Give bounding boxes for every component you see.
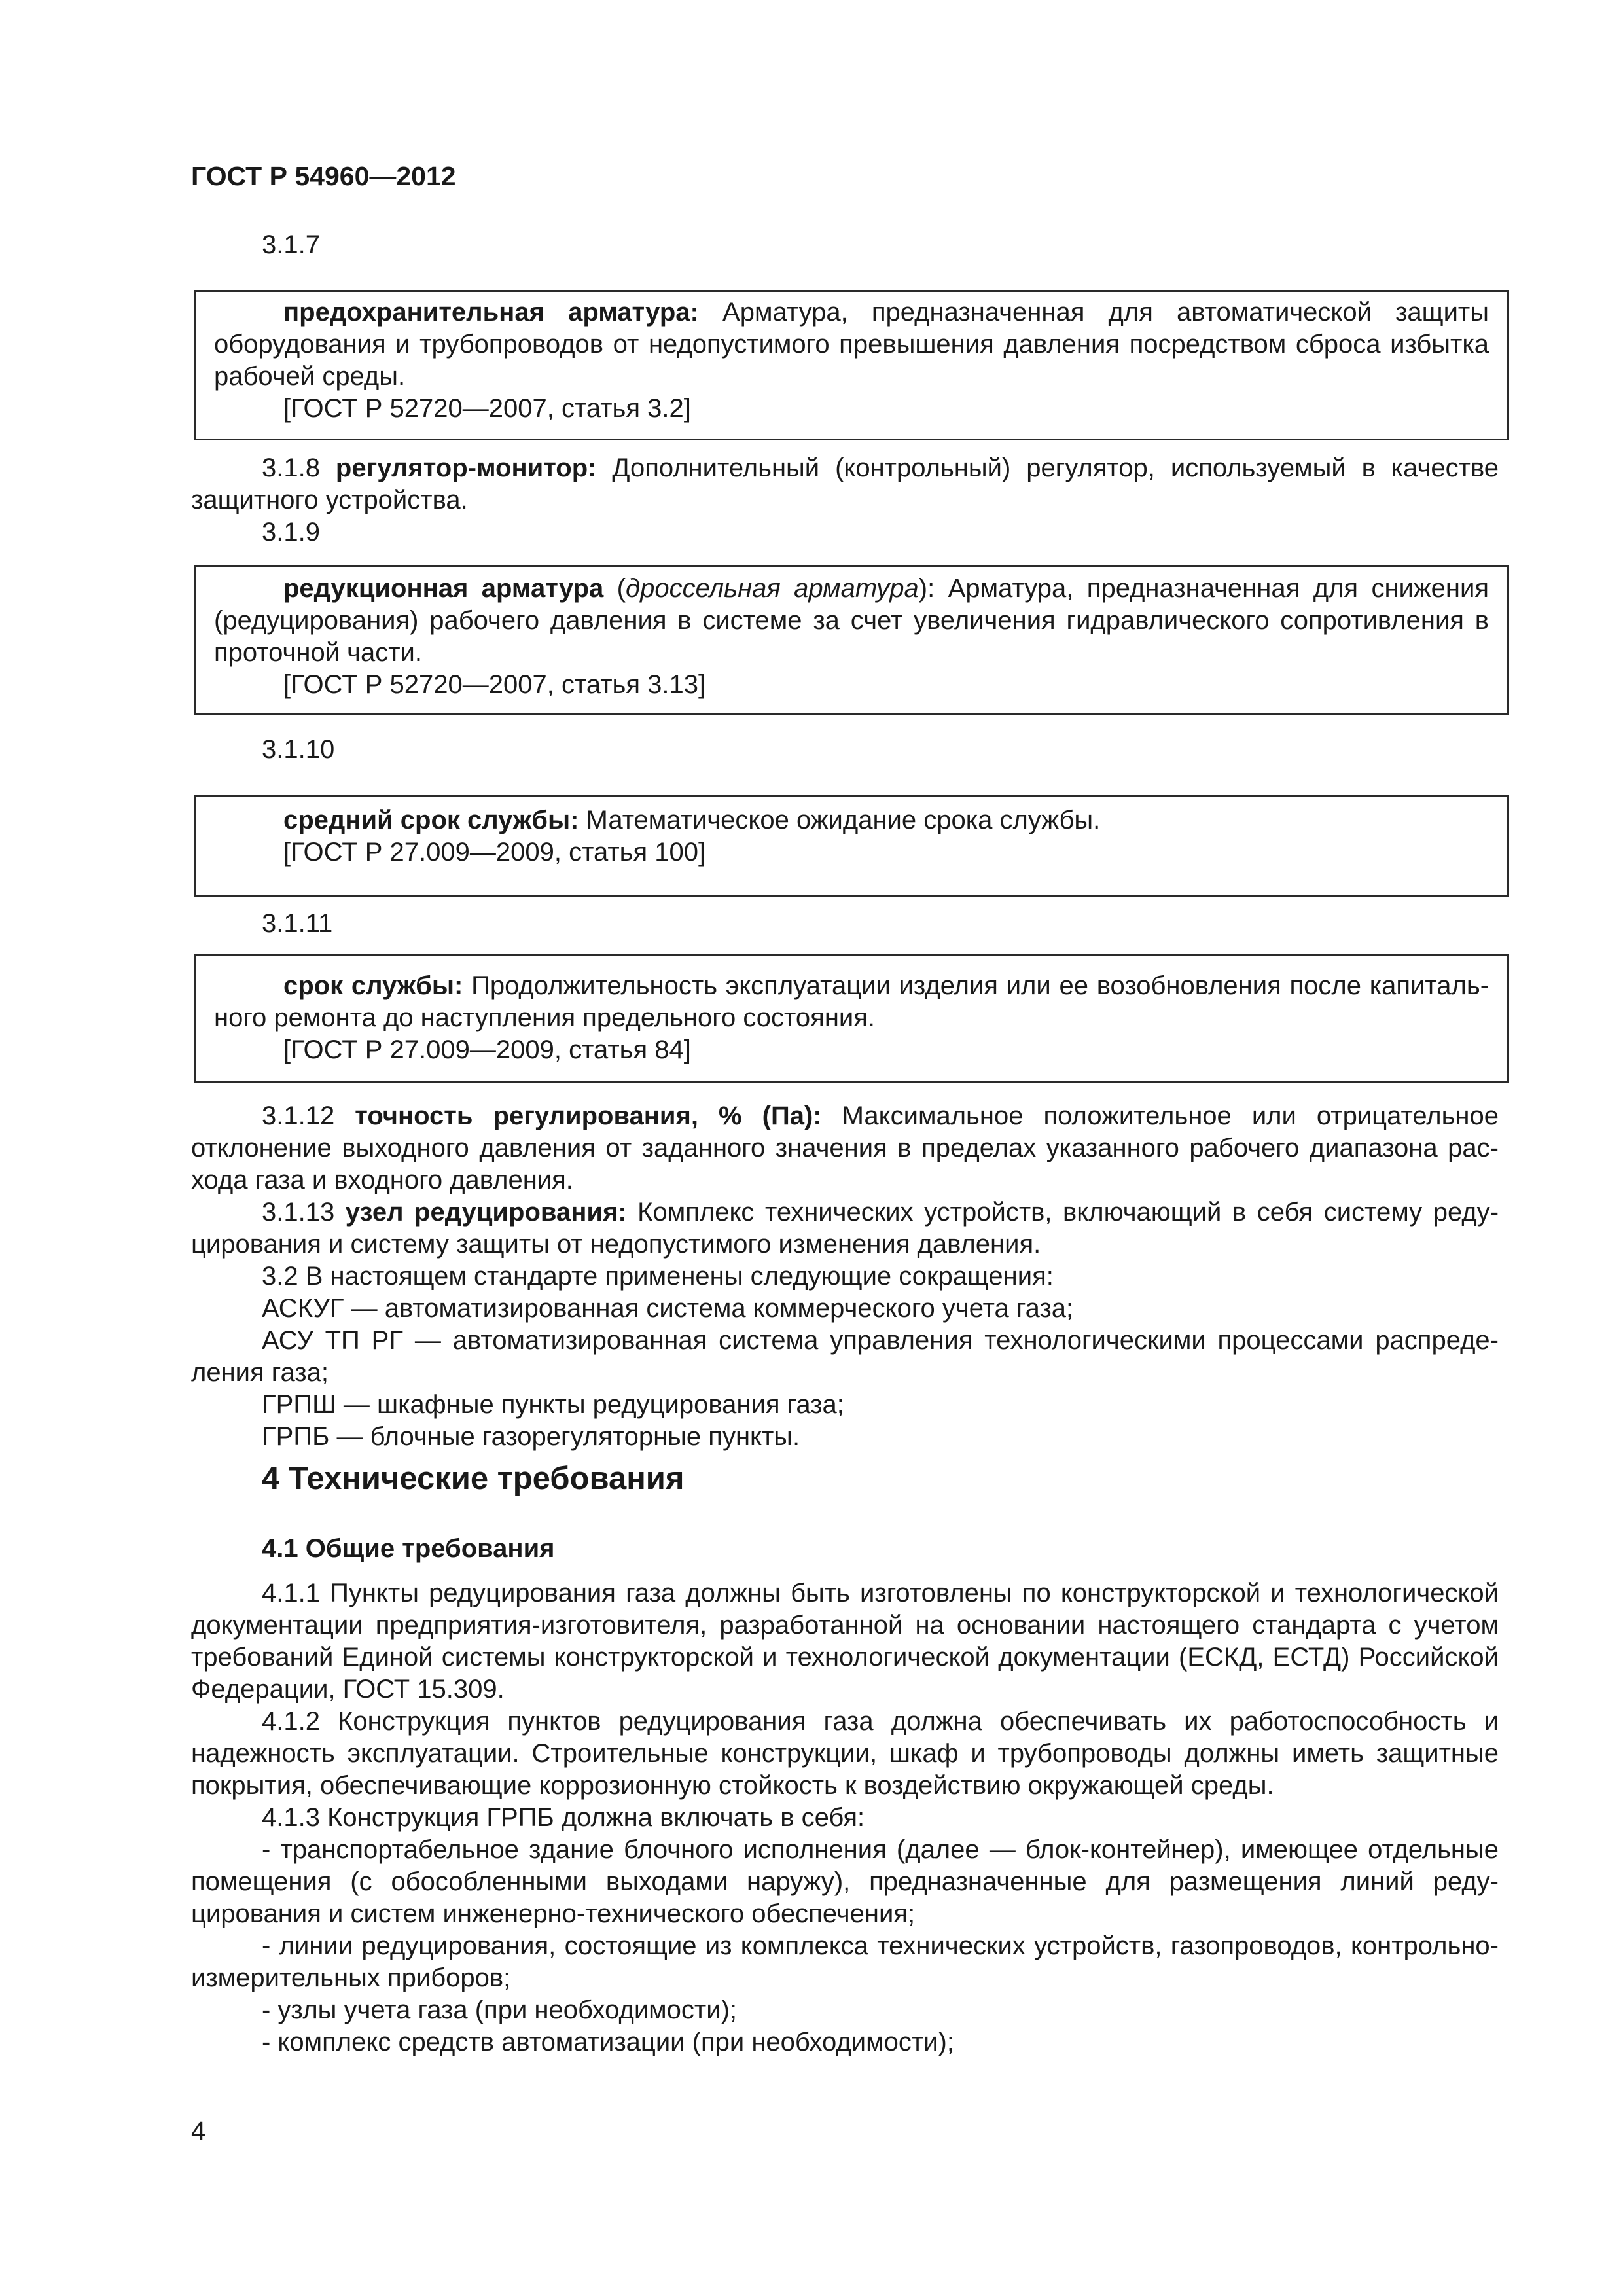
clause-3-1-12: 3.1.12 точность регулирования, % (Па): Максимальное положительное или отрицательное отклонение выходного давления от заданного значения в пределах указанного рабочего диапазона расхода газа и входного давления. [191,1102,1499,1194]
term-reference: [ГОСТ Р 52720—2007, статья 3.2] [283,394,691,423]
list-item: - узлы учета газа (при необходимости); [262,1996,738,2024]
subsection-title: 4.1 Общие требования [262,1534,555,1563]
term-reference: [ГОСТ Р 27.009—2009, статья 100] [283,838,706,867]
term-reference: [ГОСТ Р 52720—2007, статья 3.13] [283,670,706,699]
definition: Дополнительный (контрольный) регулятор, используемый в качестве защитного устройства. [191,454,1499,514]
term: редукционная арматура [283,574,604,603]
definition: Математическое ожидание срока службы. [579,806,1101,834]
definition: Продолжительность эксплуатации изделия или ее возобновления после капитального ремонта до наступления предельного состояния. [214,971,1489,1032]
clause-number-3-1-11: 3.1.11 [262,909,333,938]
term: точность регулирования, % (Па): [355,1102,822,1130]
definition: Максимальное положительное или отрицательное отклонение выходного давления от заданного значения в пределах указанного рабочего диапазона расхода газа и входного давления. [191,1102,1499,1194]
term: срок службы: [283,971,463,1000]
clause-number-3-1-7: 3.1.7 [262,230,320,259]
term-alternative: дроссельная арматура [625,574,919,603]
definition: Арматура, предназначенная для снижения (редуцирования) рабочего давления в системе за счет увеличения гидравлического сопротивления в проточной части. [214,574,1489,667]
list-item: - линии редуцирования, состоящие из комплекса технических устройств, газопроводов, контрольно-измерительных приборов; [191,1931,1499,1992]
term: средний срок службы: [283,806,579,834]
section-4-1-body [191,1577,1499,2058]
term-box-3-1-9 [194,565,1509,715]
clause-4-1-3: 4.1.3 Конструкция ГРПБ должна включать в себя: [262,1803,865,1832]
abbreviation-item: ГРПШ — шкафные пункты редуцирования газа; [262,1390,844,1419]
abbreviation-item: ГРПБ — блочные газорегуляторные пункты. [262,1422,800,1451]
term: узел редуцирования: [345,1198,627,1227]
term: регулятор-монитор: [335,454,597,482]
term: предохранительная арматура: [283,298,699,327]
term-reference: [ГОСТ Р 27.009—2009, статья 84] [283,1035,691,1064]
clause-number-3-1-10: 3.1.10 [262,735,335,764]
term-definition [214,970,1489,1034]
clause-number-3-1-9: 3.1.9 [262,518,320,547]
definition: Комплекс технических устройств, включающий в себя систему редуцирования и систему защиты от недопустимого изменения давления. [191,1198,1499,1259]
term-definition [214,804,1489,836]
term-box-3-1-7 [194,290,1509,440]
clause-3-1-13: 3.1.13 узел редуцирования: Комплекс технических устройств, включающий в себя систему редуцирования и систему защиты от недопустимого изменения давления. [191,1198,1499,1259]
page-number: 4 [191,2117,206,2145]
list-item: - транспортабельное здание блочного исполнения (далее — блок-контейнер), имеющее отдельные помещения (с обособленными выходами наружу), предназначенные для размещения линий редуцирования и систем инженерно-технического обеспечения; [191,1835,1499,1928]
abbreviation-item: АСУ ТП РГ — автоматизированная система управления технологическими процессами распределения газа; [191,1326,1499,1387]
definition: Арматура, предназначенная для автоматической защиты оборудования и трубопроводов от недопустимого превышения давления посредством сброса избытка рабочей среды. [214,298,1489,391]
clause-4-1-1: 4.1.1 Пункты редуцирования газа должны быть изготовлены по конструкторской и технологической документации предприятия-изготовителя, разработанной на основании настоящего стандарта с учетом требований Единой системы конструкторской и технологической документации (ЕСКД, ЕСТД) Российской Федерации, ГОСТ 15.309. [191,1579,1499,1704]
term-box-3-1-11 [194,954,1509,1083]
abbreviation-item: АСКУГ — автоматизированная система коммерческого учета газа; [262,1294,1074,1323]
term-definition: редукционная арматура (дроссельная арматура): Арматура, предназначенная для снижения (редуцирования) рабочего давления в системе за счет увеличения гидравлического сопротивления в проточной части. [214,574,1489,667]
section-title: 4 Технические требования [262,1461,685,1496]
clause-3-1-8: 3.1.8 регулятор-монитор: Дополнительный (контрольный) регулятор, используемый в качестве защитного устройства. 3.1.9 [191,452,1499,548]
list-item: - комплекс средств автоматизации (при необходимости); [262,2028,954,2056]
clause-4-1-2: 4.1.2 Конструкция пунктов редуцирования газа должна обеспечивать их работоспособность и надежность эксплуатации. Строительные конструкции, шкаф и трубопроводы должны иметь защитные покрытия, обеспечивающие коррозионную стойкость к воздействию окружающей среды. [191,1707,1499,1800]
clauses-3-1-12-to-3-2 [191,1100,1499,1453]
term-box-3-1-10 [194,795,1509,897]
abbreviations-intro: 3.2 В настоящем стандарте применены следующие сокращения: [262,1262,1054,1291]
document-header: ГОСТ Р 54960—2012 [191,161,456,191]
term-definition [214,296,1489,393]
